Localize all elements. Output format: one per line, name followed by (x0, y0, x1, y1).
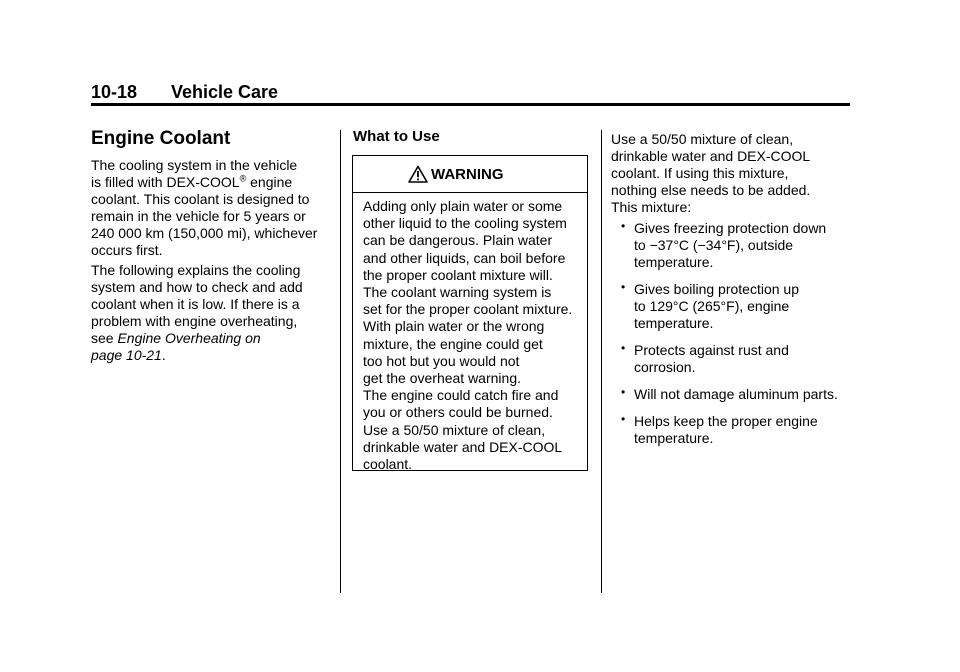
paragraph-use-mixture: Use a 50/50 mixture of clean, drinkable water and DEX-COOL coolant. If using this mixture, nothing else needs to be added. This mixture: (611, 131, 811, 215)
warning-header (353, 156, 587, 193)
heading-what-to-use: What to Use (353, 128, 440, 145)
heading-engine-coolant: Engine Coolant (91, 128, 231, 149)
warning-title: WARNING (431, 166, 504, 183)
section-title: Vehicle Care (171, 82, 279, 102)
cross-reference-link[interactable]: Engine Overheating on page 10-21 (91, 330, 261, 363)
bullet-icon: • (621, 280, 626, 294)
bullet-icon: • (621, 385, 626, 399)
bullet-icon: • (621, 412, 626, 426)
header-rule (91, 103, 850, 106)
page-number: 10-18 (91, 82, 138, 102)
paragraph-cooling-system: The cooling system in the vehicle is filled with DEX-COOL® engine coolant. This coolant is designed to remain in the vehicle for 5 years or 240 000 km (150,000 mi), whichever occurs first. (91, 157, 318, 258)
list-item: • Protects against rust and corrosion. (621, 341, 789, 375)
list-item: • Gives freezing protection down to −37°C (−34°F), outside temperature. (621, 219, 827, 270)
list-item: • Gives boiling protection up to 129°C (265°F), engine temperature. (621, 280, 799, 331)
warning-text: Adding only plain water or some other liquid to the cooling system can be dangerous. Plain water and other liquids, can boil before the proper coolant mixture will. The coolant warning system is set for the proper coolant mixture. With plain water or the wrong mixture, the engine could get too hot but you would not get the overheat warning. The engine could catch fire and you or others could be burned. Use a 50/50 mixture of clean, drinkable water and DEX-COOL coolant. (363, 198, 573, 473)
warning-box (352, 155, 588, 471)
list-item: • Helps keep the proper engine temperature. (621, 412, 818, 446)
column-divider-2 (601, 130, 602, 593)
warning-triangle-icon (408, 165, 428, 183)
registered-mark: ® (239, 173, 247, 184)
bullet-icon: • (621, 341, 626, 355)
paragraph-following-explains: The following explains the cooling system and how to check and add coolant when it is low. If there is a problem with engine overheating, see Engine Overheating on page 10-21. (91, 262, 303, 363)
bullet-icon: • (621, 219, 626, 233)
mixture-benefits-list (611, 220, 851, 447)
list-item: • Will not damage aluminum parts. (621, 385, 838, 402)
